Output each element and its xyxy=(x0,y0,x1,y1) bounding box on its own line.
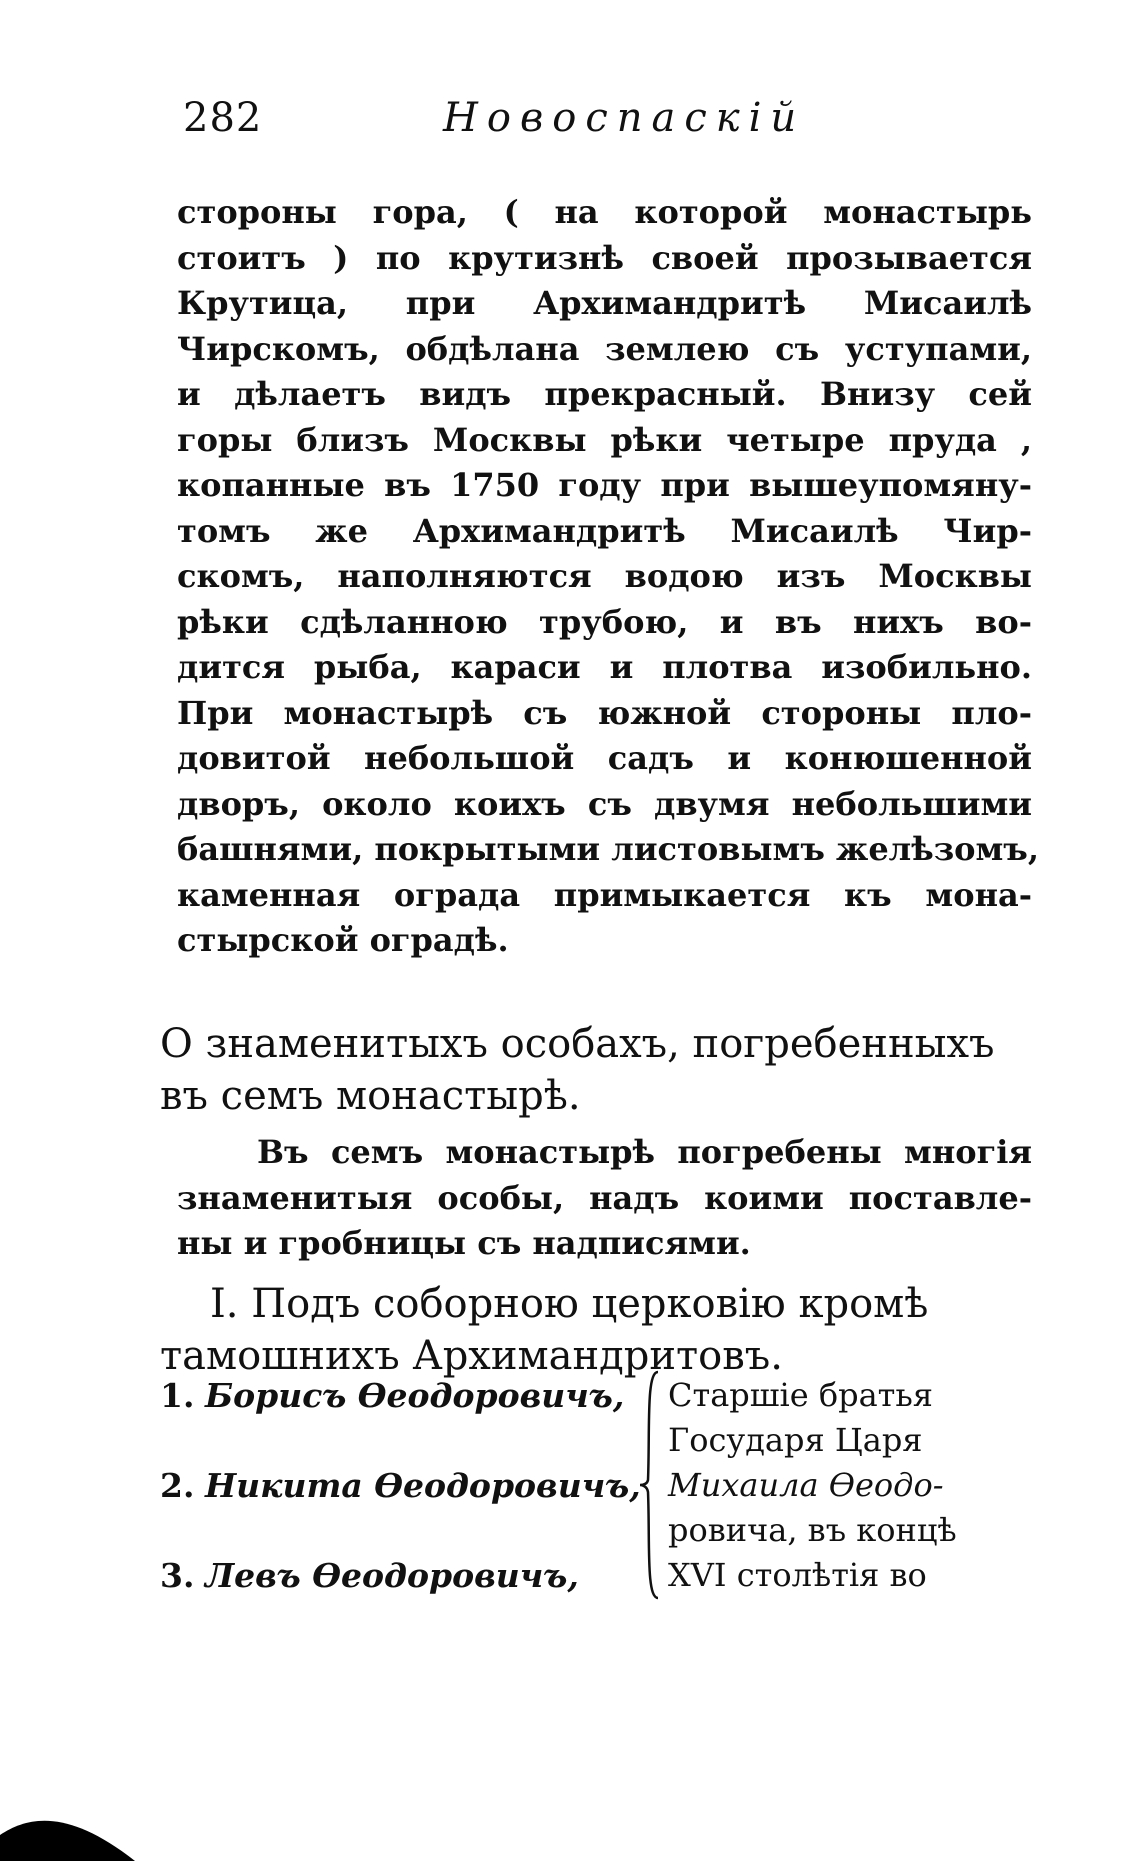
section-heading-line: въ семъ монастырѣ. xyxy=(160,1073,581,1119)
person-entry xyxy=(160,1466,641,1505)
text-line: знаменитыя особы, надъ коими поставле- xyxy=(177,1178,1032,1217)
person-entry xyxy=(160,1376,624,1415)
subsection-heading xyxy=(160,1278,1040,1382)
subsection-heading-line: тамошнихъ Архимандритовъ. xyxy=(160,1333,783,1379)
person-name: Борисъ Ѳеодоровичъ, xyxy=(204,1376,625,1415)
person-entry xyxy=(160,1556,579,1595)
text-line: скомъ, наполняются водою изъ Москвы xyxy=(177,557,1032,595)
note-line: ровича, въ концѣ xyxy=(668,1511,957,1549)
person-number: 3. xyxy=(160,1556,195,1595)
text-line: каменная ограда примыкается къ мона- xyxy=(177,875,1032,914)
people-list xyxy=(160,1376,1040,1626)
text-line: Чирскомъ, обдѣлана землею съ уступами, xyxy=(177,329,1032,368)
text-line: Крутица, при Архимандритѣ Мисаилѣ xyxy=(177,284,1032,322)
text-line: При монастырѣ съ южной стороны пло- xyxy=(177,693,1032,732)
subsection-heading-line: I. Подъ соборною церковію кромѣ xyxy=(210,1281,929,1327)
text-line: ны и гробницы съ надписями. xyxy=(177,1224,751,1262)
text-line: стоитъ ) по крутизнѣ своей прозывается xyxy=(177,238,1032,277)
text-line: стырской оградѣ. xyxy=(177,921,509,959)
running-title: Новоспаскій xyxy=(443,95,806,141)
intro-paragraph xyxy=(177,1130,1032,1267)
section-heading xyxy=(160,1018,1040,1122)
page-header xyxy=(183,95,1043,155)
page-number: 282 xyxy=(183,95,263,141)
person-name: Левъ Ѳеодоровичъ, xyxy=(204,1556,579,1595)
person-name: Никита Ѳеодоровичъ, xyxy=(204,1466,641,1505)
text-line: дворъ, около коихъ съ двумя небольшими xyxy=(177,784,1032,823)
person-number: 2. xyxy=(160,1466,195,1505)
text-line: стороны гора, ( на которой монастырь xyxy=(177,193,1032,231)
text-line: дится рыба, караси и плотва изобильно. xyxy=(177,648,1032,686)
text-line: и дѣлаетъ видъ прекрасный. Внизу сей xyxy=(177,375,1032,413)
section-heading-line: О знаменитыхъ особахъ, погребенныхъ xyxy=(160,1021,995,1067)
text-line: копанные въ 1750 году при вышеупомяну- xyxy=(177,466,1032,504)
text-line: довитой небольшой садъ и конюшенной xyxy=(177,739,1032,777)
text-line: горы близъ Москвы рѣки четыре пруда , xyxy=(177,420,1032,459)
note-line: Михаила Ѳеодо- xyxy=(668,1466,944,1504)
text-line: томъ же Архимандритѣ Мисаилѣ Чир- xyxy=(177,511,1032,550)
body-paragraph xyxy=(177,190,1039,964)
person-number: 1. xyxy=(160,1376,195,1415)
curly-brace xyxy=(638,1370,662,1600)
note-line: Государя Царя xyxy=(668,1421,923,1459)
text-line: башнями, покрытыми листовымъ желѣзомъ, xyxy=(177,830,1039,868)
note-line: Старшіе братья xyxy=(668,1376,933,1414)
text-line: Въ семъ монастырѣ погребены многія xyxy=(257,1133,1032,1171)
note-line: XVI столѣтія во xyxy=(668,1556,927,1594)
text-line: рѣки сдѣланною трубою, и въ нихъ во- xyxy=(177,602,1032,641)
scan-edge-shadow xyxy=(0,1805,140,1861)
